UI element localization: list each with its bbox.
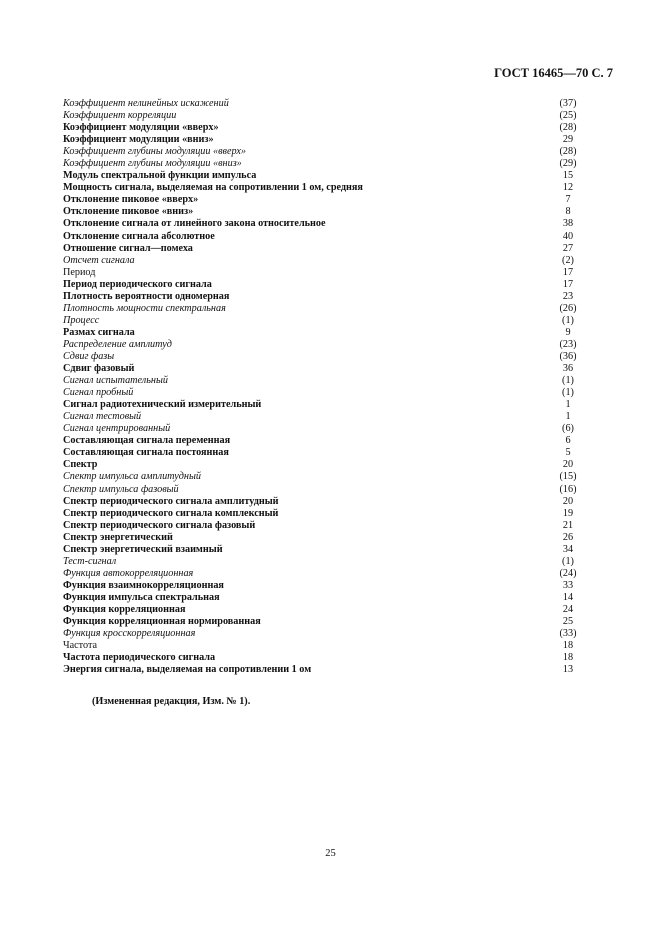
- index-term: Процесс: [63, 314, 100, 326]
- index-number: 12: [562, 182, 574, 194]
- index-number: (6): [562, 423, 574, 435]
- index-row: [63, 182, 583, 194]
- index-row: [63, 399, 583, 411]
- index-number: (28): [559, 122, 577, 134]
- index-number: 33: [562, 579, 574, 591]
- index-number: (28): [559, 146, 577, 158]
- term-index: [63, 98, 583, 676]
- index-term: Спектр: [63, 459, 98, 471]
- index-term: Коэффициент глубины модуляции «вверх»: [63, 146, 247, 158]
- index-number: 27: [562, 242, 574, 254]
- index-term: Отношение сигнал—помеха: [63, 242, 193, 254]
- index-row: [63, 520, 583, 532]
- index-term: Размах сигнала: [63, 326, 135, 338]
- index-number: (26): [559, 302, 577, 314]
- index-row: [63, 291, 583, 303]
- index-row: [63, 484, 583, 496]
- index-number: 40: [562, 230, 574, 242]
- index-row: [63, 243, 583, 255]
- index-term: Отклонение сигнала от линейного закона относительное: [63, 218, 326, 230]
- index-row: [63, 447, 583, 459]
- index-term: Сигнал центрированный: [63, 423, 171, 435]
- index-term: Сигнал радиотехнический измерительный: [63, 399, 262, 411]
- index-row: [63, 387, 583, 399]
- index-term: Плотность вероятности одномерная: [63, 290, 230, 302]
- index-number: 9: [565, 326, 571, 338]
- index-row: [63, 110, 583, 122]
- index-term: Период: [63, 266, 96, 278]
- index-term: Частота: [63, 640, 98, 652]
- index-term: Сдвиг фазы: [63, 350, 115, 362]
- index-term: Функция корреляционная нормированная: [63, 616, 261, 628]
- index-term: Функция автокорреляционная: [63, 567, 194, 579]
- index-number: 7: [565, 194, 571, 206]
- index-number: (1): [562, 375, 574, 387]
- index-term: Период периодического сигнала: [63, 278, 212, 290]
- index-term: Составляющая сигнала постоянная: [63, 447, 229, 459]
- index-row: [63, 267, 583, 279]
- index-row: [63, 496, 583, 508]
- index-term: Коэффициент нелинейных искажений: [63, 98, 229, 109]
- index-term: Коэффициент корреляции: [63, 110, 177, 122]
- index-number: 34: [562, 543, 574, 555]
- index-term: Коэффициент модуляции «вверх»: [63, 122, 219, 134]
- index-number: 26: [562, 531, 574, 543]
- index-number: (36): [559, 350, 577, 362]
- index-number: (16): [559, 483, 577, 495]
- index-number: 6: [565, 435, 571, 447]
- index-row: [63, 471, 583, 483]
- index-number: (25): [559, 110, 577, 122]
- page-header: ГОСТ 16465—70 С. 7: [494, 66, 613, 80]
- index-row: [63, 315, 583, 327]
- index-term: Сигнал тестовый: [63, 411, 142, 423]
- index-term: Отклонение сигнала абсолютное: [63, 230, 215, 242]
- index-number: 17: [562, 278, 574, 290]
- index-term: Функция корреляционная: [63, 603, 186, 615]
- index-row: [63, 375, 583, 387]
- index-number: 36: [562, 363, 574, 375]
- index-row: [63, 556, 583, 568]
- index-term: Спектр импульса амплитудный: [63, 471, 201, 483]
- index-term: Сигнал испытательный: [63, 375, 168, 387]
- index-term: Сигнал пробный: [63, 387, 134, 399]
- index-row: [63, 532, 583, 544]
- index-row: [63, 279, 583, 291]
- index-number: 23: [562, 290, 574, 302]
- index-row: [63, 170, 583, 182]
- index-number: (1): [562, 387, 574, 399]
- index-term: Функция импульса спектральная: [63, 591, 220, 603]
- index-term: Спектр энергетический: [63, 531, 173, 543]
- index-row: [63, 122, 583, 134]
- index-row: [63, 231, 583, 243]
- index-number: 17: [562, 266, 574, 278]
- index-row: [63, 351, 583, 363]
- index-number: (15): [559, 471, 577, 483]
- index-number: 21: [562, 519, 574, 531]
- index-row: [63, 206, 583, 218]
- index-number: (33): [559, 628, 577, 640]
- index-row: [63, 459, 583, 471]
- index-number: (1): [562, 555, 574, 567]
- index-row: [63, 423, 583, 435]
- index-term: Функция кросскорреляционная: [63, 628, 196, 640]
- index-number: (37): [559, 98, 577, 109]
- index-number: 29: [562, 134, 574, 146]
- index-number: 20: [562, 495, 574, 507]
- page-number: 25: [325, 848, 336, 859]
- index-row: [63, 664, 583, 676]
- index-term: Спектр энергетический взаимный: [63, 543, 223, 555]
- index-number: 1: [565, 399, 571, 411]
- index-number: (29): [559, 158, 577, 170]
- index-row: [63, 435, 583, 447]
- index-row: [63, 628, 583, 640]
- index-number: 25: [562, 616, 574, 628]
- index-row: [63, 508, 583, 520]
- index-number: (1): [562, 314, 574, 326]
- index-row: [63, 327, 583, 339]
- index-term: Распределение амплитуд: [63, 338, 172, 350]
- index-row: [63, 98, 583, 110]
- revision-note: (Измененная редакция, Изм. № 1).: [92, 696, 251, 707]
- index-term: Коэффициент модуляции «вниз»: [63, 134, 214, 146]
- index-number: 18: [562, 652, 574, 664]
- index-row: [63, 604, 583, 616]
- index-row: [63, 363, 583, 375]
- index-row: [63, 592, 583, 604]
- index-term: Отсчет сигнала: [63, 254, 135, 266]
- index-number: 20: [562, 459, 574, 471]
- index-term: Спектр периодического сигнала комплексный: [63, 507, 279, 519]
- index-number: 24: [562, 603, 574, 615]
- index-number: 18: [562, 640, 574, 652]
- index-term: Плотность мощности спектральная: [63, 302, 226, 314]
- index-row: [63, 134, 583, 146]
- index-row: [63, 580, 583, 592]
- index-row: [63, 255, 583, 267]
- index-number: 14: [562, 591, 574, 603]
- index-row: [63, 158, 583, 170]
- index-term: Отклонение пиковое «вниз»: [63, 206, 194, 218]
- index-number: 1: [565, 411, 571, 423]
- index-row: [63, 146, 583, 158]
- index-row: [63, 616, 583, 628]
- index-number: 13: [562, 664, 574, 676]
- index-term: Составляющая сигнала переменная: [63, 435, 231, 447]
- index-row: [63, 568, 583, 580]
- index-term: Мощность сигнала, выделяемая на сопротивлении 1 ом, средняя: [63, 182, 363, 194]
- index-term: Тест-сигнал: [63, 555, 117, 567]
- index-term: Коэффициент глубины модуляции «вниз»: [63, 158, 242, 170]
- index-number: 5: [565, 447, 571, 459]
- index-number: 8: [565, 206, 571, 218]
- index-row: [63, 303, 583, 315]
- index-row: [63, 652, 583, 664]
- index-term: Спектр периодического сигнала амплитудный: [63, 495, 279, 507]
- index-term: Сдвиг фазовый: [63, 363, 135, 375]
- index-term: Отклонение пиковое «вверх»: [63, 194, 199, 206]
- index-number: (24): [559, 567, 577, 579]
- index-term: Энергия сигнала, выделяемая на сопротивлении 1 ом: [63, 664, 312, 676]
- index-row: [63, 194, 583, 206]
- index-term: Частота периодического сигнала: [63, 652, 216, 664]
- index-term: Спектр импульса фазовый: [63, 483, 179, 495]
- index-number: 38: [562, 218, 574, 230]
- index-term: Модуль спектральной функции импульса: [63, 170, 257, 182]
- index-row: [63, 411, 583, 423]
- index-row: [63, 218, 583, 230]
- index-number: (23): [559, 338, 577, 350]
- index-number: (2): [562, 254, 574, 266]
- index-row: [63, 339, 583, 351]
- index-row: [63, 544, 583, 556]
- index-row: [63, 640, 583, 652]
- index-number: 19: [562, 507, 574, 519]
- index-term: Функция взаимнокорреляционная: [63, 579, 224, 591]
- index-number: 15: [562, 170, 574, 182]
- index-term: Спектр периодического сигнала фазовый: [63, 519, 256, 531]
